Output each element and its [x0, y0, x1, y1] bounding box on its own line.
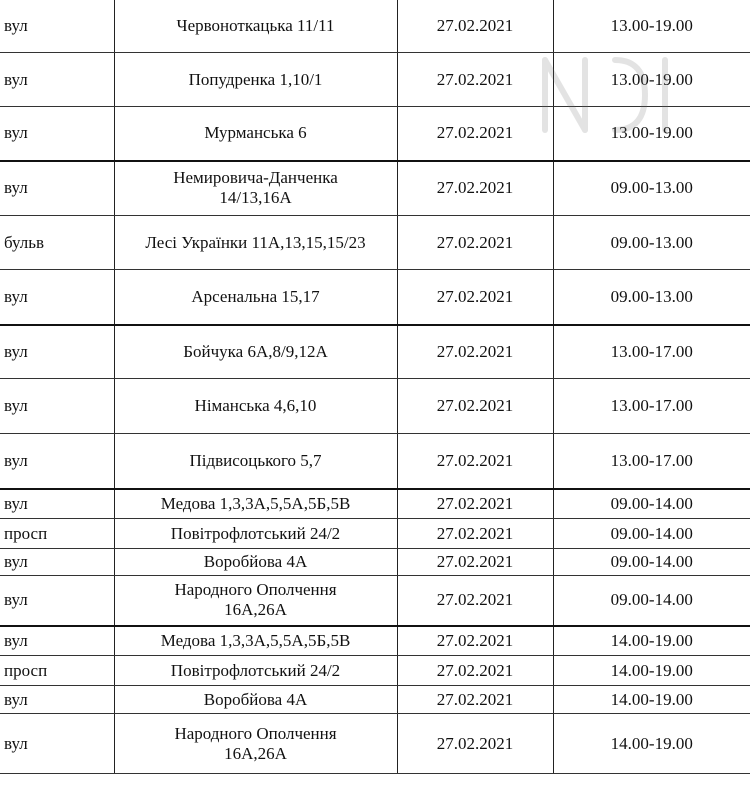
date-cell: 27.02.2021 — [397, 270, 553, 325]
street-address-cell: Бойчука 6А,8/9,12А — [114, 325, 397, 379]
street-type-cell: вул — [0, 576, 114, 626]
date-cell: 27.02.2021 — [397, 549, 553, 576]
street-address-cell: Повітрофлотський 24/2 — [114, 519, 397, 549]
time-range-cell: 09.00-13.00 — [553, 270, 750, 325]
street-address-cell: Воробйова 4А — [114, 686, 397, 714]
table-row — [0, 107, 750, 161]
time-range-cell: 09.00-14.00 — [553, 489, 750, 519]
date-cell: 27.02.2021 — [397, 576, 553, 626]
time-range-cell: 14.00-19.00 — [553, 686, 750, 714]
street-type-cell: вул — [0, 379, 114, 434]
street-address-cell: Підвисоцького 5,7 — [114, 434, 397, 489]
time-range-cell: 09.00-13.00 — [553, 161, 750, 216]
street-address-cell: Народного Ополчення 16А,26А — [114, 576, 397, 626]
street-type-cell: вул — [0, 489, 114, 519]
date-cell: 27.02.2021 — [397, 714, 553, 774]
date-cell: 27.02.2021 — [397, 379, 553, 434]
street-type-cell: вул — [0, 107, 114, 161]
table-row — [0, 576, 750, 626]
time-range-cell: 13.00-19.00 — [553, 53, 750, 107]
street-address-cell: Червоноткацька 11/11 — [114, 0, 397, 53]
table-row — [0, 161, 750, 216]
time-range-cell: 13.00-17.00 — [553, 379, 750, 434]
time-range-cell: 13.00-17.00 — [553, 434, 750, 489]
time-range-cell: 09.00-14.00 — [553, 576, 750, 626]
table-row — [0, 434, 750, 489]
street-address-cell: Арсенальна 15,17 — [114, 270, 397, 325]
street-type-cell: вул — [0, 549, 114, 576]
table-row — [0, 0, 750, 53]
date-cell: 27.02.2021 — [397, 656, 553, 686]
date-cell: 27.02.2021 — [397, 107, 553, 161]
table-row — [0, 53, 750, 107]
street-type-cell: вул — [0, 686, 114, 714]
table-row — [0, 489, 750, 519]
date-cell: 27.02.2021 — [397, 53, 553, 107]
street-type-cell: вул — [0, 325, 114, 379]
table-row — [0, 549, 750, 576]
table-row — [0, 686, 750, 714]
time-range-cell: 09.00-14.00 — [553, 549, 750, 576]
table-row — [0, 656, 750, 686]
street-type-cell: вул — [0, 0, 114, 53]
time-range-cell: 13.00-19.00 — [553, 0, 750, 53]
street-address-cell: Мурманська 6 — [114, 107, 397, 161]
date-cell: 27.02.2021 — [397, 489, 553, 519]
table-row — [0, 519, 750, 549]
time-range-cell: 13.00-17.00 — [553, 325, 750, 379]
date-cell: 27.02.2021 — [397, 161, 553, 216]
street-address-cell: Німанська 4,6,10 — [114, 379, 397, 434]
street-type-cell: вул — [0, 53, 114, 107]
time-range-cell: 09.00-14.00 — [553, 519, 750, 549]
street-type-cell: просп — [0, 519, 114, 549]
date-cell: 27.02.2021 — [397, 216, 553, 270]
street-type-cell: просп — [0, 656, 114, 686]
street-address-cell: Попудренка 1,10/1 — [114, 53, 397, 107]
table-row — [0, 270, 750, 325]
table-row — [0, 714, 750, 774]
street-address-cell: Воробйова 4А — [114, 549, 397, 576]
street-address-cell: Медова 1,3,3А,5,5А,5Б,5В — [114, 489, 397, 519]
street-address-cell: Лесі Українки 11А,13,15,15/23 — [114, 216, 397, 270]
street-type-cell: вул — [0, 714, 114, 774]
table-row — [0, 626, 750, 656]
street-type-cell: вул — [0, 161, 114, 216]
time-range-cell: 14.00-19.00 — [553, 626, 750, 656]
time-range-cell: 13.00-19.00 — [553, 107, 750, 161]
street-address-cell: Немировича-Данченка 14/13,16А — [114, 161, 397, 216]
time-range-cell: 09.00-13.00 — [553, 216, 750, 270]
date-cell: 27.02.2021 — [397, 325, 553, 379]
table-row — [0, 216, 750, 270]
time-range-cell: 14.00-19.00 — [553, 656, 750, 686]
date-cell: 27.02.2021 — [397, 686, 553, 714]
date-cell: 27.02.2021 — [397, 626, 553, 656]
street-type-cell: вул — [0, 626, 114, 656]
street-type-cell: вул — [0, 434, 114, 489]
date-cell: 27.02.2021 — [397, 519, 553, 549]
street-type-cell: вул — [0, 270, 114, 325]
street-type-cell: бульв — [0, 216, 114, 270]
date-cell: 27.02.2021 — [397, 434, 553, 489]
time-range-cell: 14.00-19.00 — [553, 714, 750, 774]
table-row — [0, 325, 750, 379]
street-address-cell: Медова 1,3,3А,5,5А,5Б,5В — [114, 626, 397, 656]
date-cell: 27.02.2021 — [397, 0, 553, 53]
table-row — [0, 379, 750, 434]
street-address-cell: Повітрофлотський 24/2 — [114, 656, 397, 686]
street-address-cell: Народного Ополчення 16А,26А — [114, 714, 397, 774]
